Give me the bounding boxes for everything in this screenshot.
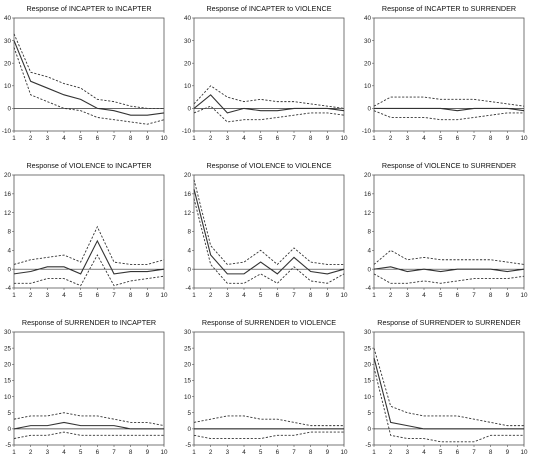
chart-title: Response of INCAPTER to INCAPTER xyxy=(26,4,152,13)
x-tick-label: 4 xyxy=(62,292,66,299)
x-tick-label: 1 xyxy=(372,135,376,142)
x-tick-label: 9 xyxy=(145,449,150,456)
x-tick-label: 4 xyxy=(422,292,426,299)
y-tick-label: 25 xyxy=(3,345,11,353)
x-tick-label: 2 xyxy=(388,135,393,142)
x-tick-label: 10 xyxy=(520,449,528,456)
chart-panel-3 xyxy=(362,4,528,142)
y-tick-label: 30 xyxy=(3,37,11,45)
y-tick-label: 16 xyxy=(363,191,371,199)
chart-title: Response of VIOLENCE to INCAPTER xyxy=(26,161,152,170)
chart-title: Response of SURRENDER to SURRENDER xyxy=(377,318,521,327)
chart-title: Response of SURRENDER to VIOLENCE xyxy=(201,318,337,327)
y-tick-label: 5 xyxy=(7,409,11,417)
x-tick-label: 7 xyxy=(112,135,116,142)
y-tick-label: -5 xyxy=(365,442,371,450)
y-tick-label: 0 xyxy=(7,105,11,113)
chart-title: Response of VIOLENCE to VIOLENCE xyxy=(206,161,332,170)
chart-panel-4 xyxy=(4,161,168,299)
y-tick-label: 10 xyxy=(3,393,11,401)
x-tick-label: 6 xyxy=(455,135,460,142)
x-tick-label: 2 xyxy=(28,449,33,456)
y-tick-label: 30 xyxy=(183,329,191,337)
y-tick-label: 8 xyxy=(187,228,191,236)
x-tick-label: 8 xyxy=(128,135,133,142)
x-tick-label: 7 xyxy=(472,292,476,299)
x-tick-label: 10 xyxy=(340,135,348,142)
x-tick-label: 5 xyxy=(438,449,443,456)
y-tick-label: 12 xyxy=(3,209,11,217)
chart-title: Response of SURRENDER to INCAPTER xyxy=(21,318,157,327)
y-tick-label: 40 xyxy=(3,15,11,23)
y-tick-label: 15 xyxy=(363,377,371,385)
x-tick-label: 3 xyxy=(405,292,410,299)
x-tick-label: 8 xyxy=(308,449,313,456)
y-tick-label: -5 xyxy=(185,442,191,450)
y-tick-label: 20 xyxy=(363,60,371,68)
y-tick-label: 30 xyxy=(183,37,191,45)
plot-frame xyxy=(194,332,344,445)
x-tick-label: 3 xyxy=(405,135,410,142)
x-tick-label: 8 xyxy=(488,292,493,299)
x-tick-label: 9 xyxy=(325,135,330,142)
x-tick-label: 2 xyxy=(28,135,33,142)
x-tick-label: 5 xyxy=(258,135,263,142)
x-tick-label: 5 xyxy=(438,292,443,299)
x-tick-label: 4 xyxy=(242,135,246,142)
x-tick-label: 10 xyxy=(520,135,528,142)
x-tick-label: 3 xyxy=(225,292,230,299)
x-tick-label: 9 xyxy=(505,135,510,142)
y-tick-label: 0 xyxy=(7,426,11,434)
x-tick-label: 4 xyxy=(422,449,426,456)
y-tick-label: 20 xyxy=(363,172,371,180)
y-tick-label: 10 xyxy=(183,393,191,401)
y-tick-label: 20 xyxy=(3,60,11,68)
x-tick-label: 5 xyxy=(438,135,443,142)
x-tick-label: 5 xyxy=(258,449,263,456)
y-tick-label: 0 xyxy=(7,266,11,274)
x-tick-label: 10 xyxy=(160,292,168,299)
chart-panel-2 xyxy=(182,4,348,142)
chart-panel-9 xyxy=(364,318,528,456)
y-tick-label: 25 xyxy=(183,345,191,353)
plot-frame xyxy=(194,18,344,131)
y-tick-label: 12 xyxy=(363,209,371,217)
y-tick-label: 16 xyxy=(183,191,191,199)
x-tick-label: 6 xyxy=(95,135,100,142)
chart-panel-8 xyxy=(184,318,348,456)
x-tick-label: 2 xyxy=(28,292,33,299)
y-tick-label: 4 xyxy=(7,247,11,255)
x-tick-label: 9 xyxy=(145,135,150,142)
x-tick-label: 10 xyxy=(340,449,348,456)
y-tick-label: 20 xyxy=(183,60,191,68)
x-tick-label: 7 xyxy=(292,135,296,142)
y-tick-label: 0 xyxy=(367,426,371,434)
x-tick-label: 3 xyxy=(45,449,50,456)
x-tick-label: 5 xyxy=(78,135,83,142)
y-tick-label: -10 xyxy=(361,128,371,136)
y-tick-label: 8 xyxy=(7,228,11,236)
x-tick-label: 3 xyxy=(405,449,410,456)
y-tick-label: 4 xyxy=(367,247,371,255)
x-tick-label: 10 xyxy=(160,135,168,142)
y-tick-label: 25 xyxy=(363,345,371,353)
x-tick-label: 6 xyxy=(95,449,100,456)
x-tick-label: 5 xyxy=(258,292,263,299)
y-tick-label: 5 xyxy=(367,409,371,417)
x-tick-label: 8 xyxy=(488,449,493,456)
x-tick-label: 10 xyxy=(340,292,348,299)
x-tick-label: 6 xyxy=(275,135,280,142)
x-tick-label: 8 xyxy=(308,135,313,142)
chart-panel-5 xyxy=(184,161,348,299)
chart-title: Response of INCAPTER to SURRENDER xyxy=(381,4,517,13)
x-tick-label: 1 xyxy=(372,449,376,456)
y-tick-label: -4 xyxy=(185,285,191,293)
y-tick-label: 20 xyxy=(363,361,371,369)
x-tick-label: 1 xyxy=(12,292,16,299)
x-tick-label: 4 xyxy=(422,135,426,142)
x-tick-label: 8 xyxy=(488,135,493,142)
y-tick-label: 15 xyxy=(3,377,11,385)
x-tick-label: 2 xyxy=(388,292,393,299)
chart-panel-1 xyxy=(2,4,168,142)
y-tick-label: 5 xyxy=(187,409,191,417)
x-tick-label: 1 xyxy=(12,449,16,456)
y-tick-label: 0 xyxy=(187,105,191,113)
x-tick-label: 9 xyxy=(505,449,510,456)
y-tick-label: 16 xyxy=(3,191,11,199)
y-tick-label: 20 xyxy=(183,361,191,369)
x-tick-label: 7 xyxy=(292,449,296,456)
x-tick-label: 6 xyxy=(455,292,460,299)
y-tick-label: 30 xyxy=(363,37,371,45)
x-tick-label: 8 xyxy=(128,449,133,456)
y-tick-label: 10 xyxy=(363,393,371,401)
x-tick-label: 1 xyxy=(192,135,196,142)
y-tick-label: 10 xyxy=(363,83,371,90)
x-tick-label: 3 xyxy=(225,449,230,456)
x-tick-label: 3 xyxy=(45,135,50,142)
x-tick-label: 7 xyxy=(472,449,476,456)
plot-frame xyxy=(374,332,524,445)
y-tick-label: 0 xyxy=(187,266,191,274)
x-tick-label: 4 xyxy=(242,292,246,299)
y-tick-label: -5 xyxy=(5,442,11,450)
x-tick-label: 6 xyxy=(275,292,280,299)
x-tick-label: 2 xyxy=(208,449,213,456)
x-tick-label: 6 xyxy=(95,292,100,299)
y-tick-label: 20 xyxy=(3,172,11,180)
x-tick-label: 1 xyxy=(192,449,196,456)
y-tick-label: 12 xyxy=(183,209,191,217)
x-tick-label: 1 xyxy=(12,135,16,142)
y-tick-label: -10 xyxy=(181,128,191,136)
y-tick-label: 0 xyxy=(367,105,371,113)
y-tick-label: 40 xyxy=(363,15,371,23)
x-tick-label: 6 xyxy=(455,449,460,456)
y-tick-label: -10 xyxy=(1,128,11,136)
x-tick-label: 10 xyxy=(160,449,168,456)
y-tick-label: 10 xyxy=(3,83,11,90)
x-tick-label: 4 xyxy=(242,449,246,456)
y-tick-label: -4 xyxy=(365,285,371,293)
x-tick-label: 7 xyxy=(112,292,116,299)
y-tick-label: 20 xyxy=(3,361,11,369)
x-tick-label: 9 xyxy=(145,292,150,299)
x-tick-label: 5 xyxy=(78,449,83,456)
chart-panel-7 xyxy=(4,318,168,456)
x-tick-label: 7 xyxy=(112,449,116,456)
x-tick-label: 3 xyxy=(45,292,50,299)
x-tick-label: 8 xyxy=(128,292,133,299)
y-tick-label: 8 xyxy=(367,228,371,236)
chart-panel-6 xyxy=(364,161,528,299)
x-tick-label: 5 xyxy=(78,292,83,299)
x-tick-label: 7 xyxy=(472,135,476,142)
y-tick-label: 40 xyxy=(183,15,191,23)
x-tick-label: 6 xyxy=(275,449,280,456)
x-tick-label: 9 xyxy=(325,292,330,299)
x-tick-label: 4 xyxy=(62,135,66,142)
x-tick-label: 2 xyxy=(208,292,213,299)
y-tick-label: 0 xyxy=(187,426,191,434)
chart-title: Response of VIOLENCE to SURRENDER xyxy=(381,161,517,170)
x-tick-label: 4 xyxy=(62,449,66,456)
y-tick-label: 4 xyxy=(187,247,191,255)
y-tick-label: 20 xyxy=(183,172,191,180)
x-tick-label: 9 xyxy=(505,292,510,299)
x-tick-label: 1 xyxy=(372,292,376,299)
y-tick-label: 30 xyxy=(3,329,11,337)
x-tick-label: 9 xyxy=(325,449,330,456)
y-tick-label: 30 xyxy=(363,329,371,337)
x-tick-label: 10 xyxy=(520,292,528,299)
x-tick-label: 1 xyxy=(192,292,196,299)
y-tick-label: 10 xyxy=(183,83,191,90)
plot-frame xyxy=(14,332,164,445)
chart-title: Response of INCAPTER to VIOLENCE xyxy=(206,4,332,13)
y-tick-label: 15 xyxy=(183,377,191,385)
x-tick-label: 2 xyxy=(388,449,393,456)
y-tick-label: -4 xyxy=(5,285,11,293)
x-tick-label: 7 xyxy=(292,292,296,299)
x-tick-label: 3 xyxy=(225,135,230,142)
x-tick-label: 8 xyxy=(308,292,313,299)
y-tick-label: 0 xyxy=(367,266,371,274)
x-tick-label: 2 xyxy=(208,135,213,142)
